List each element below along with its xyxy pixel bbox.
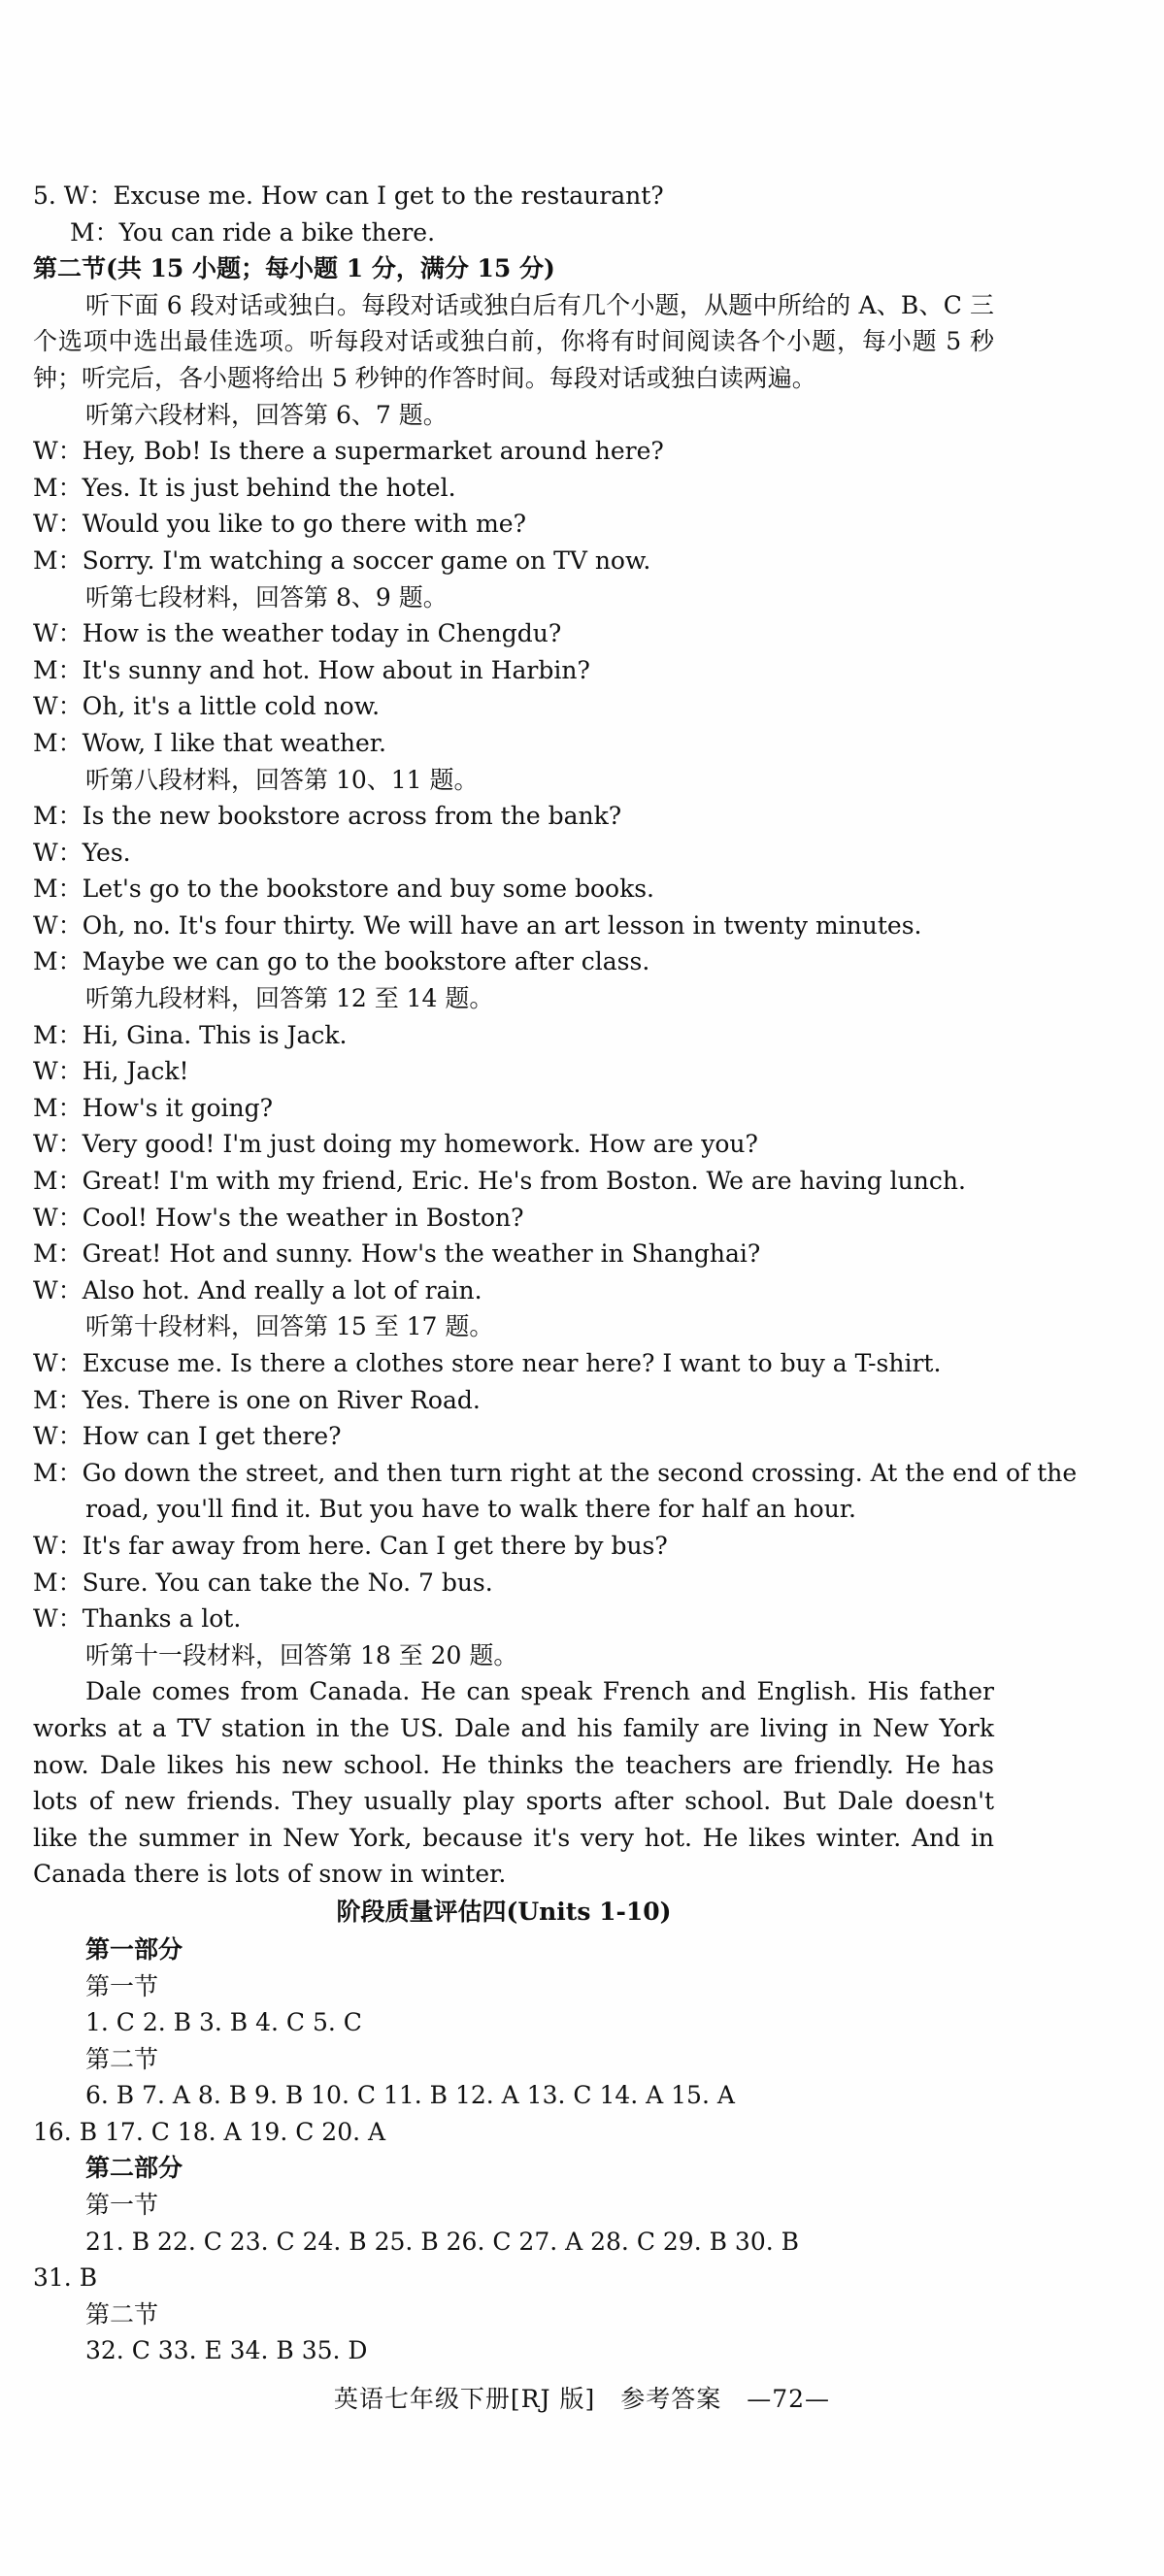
dialogue-line: W：How is the weather today in Chengdu? bbox=[33, 619, 562, 648]
dialogue-line: 听第九段材料，回答第 12 至 14 题。 bbox=[85, 984, 494, 1013]
dialogue-line: 听第八段材料，回答第 10、11 题。 bbox=[85, 765, 479, 794]
dialogue-line: W：It's far away from here. Can I get there by bus? bbox=[33, 1531, 668, 1560]
dialogue-line: 听第七段材料，回答第 8、9 题。 bbox=[85, 582, 448, 611]
dialogue-line: M：Is the new bookstore across from the bank? bbox=[33, 802, 622, 831]
answer-line: 1. C 2. B 3. B 4. C 5. C bbox=[85, 2008, 362, 2037]
answer-line: 第一节 bbox=[85, 1971, 159, 2000]
dialogue-line: road, you'll find it. But you have to walk there for half an hour. bbox=[85, 1495, 856, 1524]
dialogue-line: 听第六段材料，回答第 6、7 题。 bbox=[85, 400, 448, 429]
dialogue-line: M：It's sunny and hot. How about in Harbin? bbox=[33, 655, 590, 684]
dialogue-line: M：Sorry. I'm watching a soccer game on TV now. bbox=[33, 545, 651, 575]
dialogue-line: W：How can I get there? bbox=[33, 1422, 342, 1451]
dialogue-line: M：Yes. There is one on River Road. bbox=[33, 1385, 481, 1414]
dialogue-line: M：Go down the street, and then turn right at the second crossing. At the end of the bbox=[33, 1458, 1078, 1487]
dialogue-line: M：How's it going? bbox=[33, 1093, 274, 1122]
dialogue-line: W：Cool! How's the weather in Boston? bbox=[33, 1203, 524, 1232]
answer-line: 16. B 17. C 18. A 19. C 20. A bbox=[33, 2117, 386, 2146]
text-line: 5. W：Excuse me. How can I get to the restaurant? bbox=[33, 182, 664, 210]
dialogue-line: 听第十段材料，回答第 15 至 17 题。 bbox=[85, 1312, 494, 1341]
answer-line: 第一部分 bbox=[85, 1934, 183, 1964]
answer-line: 第二节 bbox=[85, 2299, 159, 2328]
text-line: 第二节(共 15 小题；每小题 1 分，满分 15 分) bbox=[33, 254, 555, 283]
dialogue-line: M：Great! Hot and sunny. How's the weather in Shanghai? bbox=[33, 1239, 761, 1269]
assessment-title: 阶段质量评估四(Units 1-10) bbox=[336, 1897, 672, 1926]
dialogue-line: M：Great! I'm with my friend, Eric. He's from Boston. We are having lunch. bbox=[33, 1167, 966, 1196]
dialogue-line: W：Hey, Bob! Is there a supermarket around here? bbox=[33, 437, 664, 466]
footer-section: 参考答案 bbox=[620, 2385, 722, 2413]
page-number: —72— bbox=[747, 2385, 831, 2413]
monologue-paragraph: Dale comes from Canada. He can speak French and English. His father works at a TV station in the US. Dale and his family are living in New York now. Dale likes his new school. He thinks the teachers are friendly. He has lots of new friends. They usually play sports after school. But Dale doesn't like the summer in New York, because it's very hot. He likes winter. And in Canada there is lots of snow in winter. bbox=[33, 1677, 994, 1889]
dialogue-line: M：Let's go to the bookstore and buy some books. bbox=[33, 875, 654, 904]
dialogue-line: W：Hi, Jack! bbox=[33, 1057, 189, 1086]
dialogue-line: W：Yes. bbox=[33, 838, 131, 867]
answer-key bbox=[33, 1932, 994, 2369]
dialogue-line: W：Would you like to go there with me? bbox=[33, 510, 526, 539]
dialogue-transcripts bbox=[33, 397, 1078, 1674]
dialogue-line: M：Wow, I like that weather. bbox=[33, 728, 386, 757]
dialogue-line: M：Yes. It is just behind the hotel. bbox=[33, 473, 456, 502]
dialogue-line: W：Oh, no. It's four thirty. We will have an art lesson in twenty minutes. bbox=[33, 910, 922, 940]
dialogue-line: M：Sure. You can take the No. 7 bus. bbox=[33, 1568, 493, 1597]
answer-line: 6. B 7. A 8. B 9. B 10. C 11. B 12. A 13. C 14. A 15. A bbox=[85, 2081, 735, 2110]
listening-instructions: 听下面 6 段对话或独白。每段对话或独白后有几个小题，从题中所给的 A、B、C 三个选项中选出最佳选项。听每段对话或独白前，你将有时间阅读各个小题，每小题 5 秒钟；听完后，各小题将给出 5 秒钟的作答时间。每段对话或独白读两遍。 bbox=[33, 290, 994, 392]
dialogue-line: M：Hi, Gina. This is Jack. bbox=[33, 1020, 348, 1049]
page-footer bbox=[0, 2380, 1164, 2415]
listening-section-lines bbox=[33, 178, 994, 287]
dialogue-line: W：Very good! I'm just doing my homework. How are you? bbox=[33, 1130, 758, 1159]
dialogue-line: M：Maybe we can go to the bookstore after class. bbox=[33, 947, 650, 976]
page-content bbox=[33, 178, 1078, 2369]
dialogue-line: W：Excuse me. Is there a clothes store near here? I want to buy a T-shirt. bbox=[33, 1349, 942, 1377]
answer-line: 32. C 33. E 34. B 35. D bbox=[85, 2336, 368, 2365]
answer-line: 第二部分 bbox=[85, 2154, 183, 2183]
dialogue-line: W：Thanks a lot. bbox=[33, 1604, 242, 1634]
answer-line: 31. B bbox=[33, 2263, 98, 2293]
answer-line: 第二节 bbox=[85, 2044, 159, 2073]
dialogue-line: 听第十一段材料，回答第 18 至 20 题。 bbox=[85, 1640, 518, 1669]
dialogue-line: W：Also hot. And really a lot of rain. bbox=[33, 1275, 482, 1305]
answer-line: 21. B 22. C 23. C 24. B 25. B 26. C 27. A 28. C 29. B 30. B bbox=[85, 2227, 799, 2256]
text-line: M：You can ride a bike there. bbox=[70, 217, 436, 247]
dialogue-line: W：Oh, it's a little cold now. bbox=[33, 692, 381, 721]
footer-book-title: 英语七年级下册[RJ 版] bbox=[333, 2385, 596, 2413]
answer-line: 第一节 bbox=[85, 2191, 159, 2220]
